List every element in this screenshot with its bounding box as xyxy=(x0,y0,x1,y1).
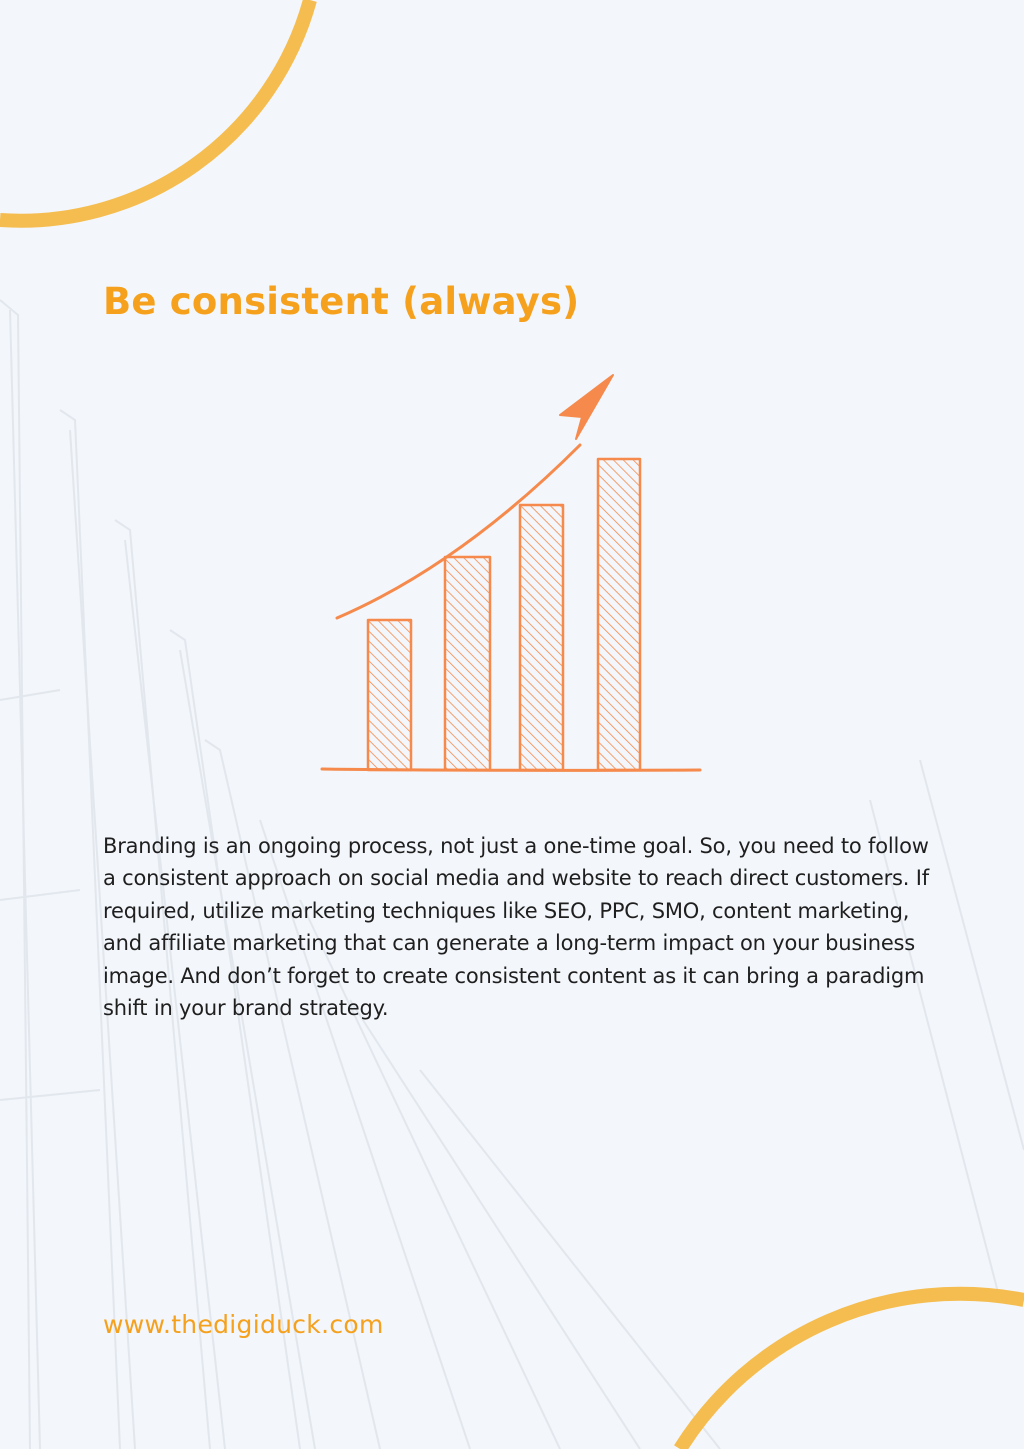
illustration-bar-4 xyxy=(598,459,640,770)
top-left-arc xyxy=(0,0,310,221)
illustration-baseline xyxy=(322,769,700,770)
illustration-bar-1 xyxy=(368,620,411,770)
bottom-right-arc xyxy=(680,1294,1024,1449)
body-paragraph: Branding is an ongoing process, not just a one-time goal. So, you need to follow a consistent approach on social media and website to reach direct customers. If required, utilize marketing techniques like SEO, PPC, SMO, content marketing, and affiliate marketing that can generate a long-term impact on your business image. And don’t forget to create consistent content as it can bring a paradigm shift in your brand strategy. xyxy=(103,834,929,1021)
illustration-arrow-head xyxy=(560,375,613,439)
growth-bar-chart-with-arrow-icon xyxy=(310,365,720,785)
illustration-bar-2 xyxy=(445,557,490,770)
illustration-bar-3 xyxy=(520,505,563,770)
page-title: Be consistent (always) xyxy=(103,280,580,323)
website-link[interactable]: www.thedigiduck.com xyxy=(103,1310,384,1339)
